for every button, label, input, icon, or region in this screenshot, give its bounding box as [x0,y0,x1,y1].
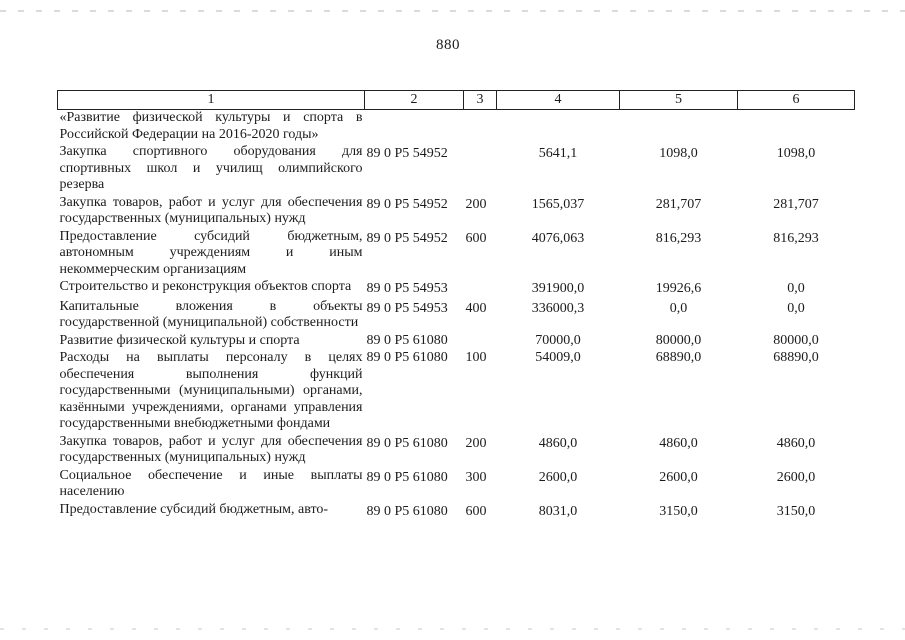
row-code: 89 0 P5 54952 [366,146,448,161]
table-row [58,350,855,434]
row-code: 89 0 P5 54953 [366,281,448,296]
row-value-col4: 5641,1 [538,146,578,161]
row-value-col4: 4860,0 [538,435,578,451]
table-row [58,434,855,468]
row-name: Предоставление субсидий бюджетным, автономным учреждениям и иным некоммерческим организациям [59,228,363,277]
row-value-col4: 8031,0 [538,503,578,519]
row-value-col5: 816,293 [655,230,702,246]
row-name: Закупка спортивного оборудования для спортивных школ и училищ олимпийского резерва [59,144,363,192]
row-value-col6: 281,707 [773,196,819,212]
row-name: Предоставление субсидий бюджетным, авто- [59,501,329,517]
column-header-3: 3 [464,91,497,110]
row-expense-type [464,144,497,195]
table-row [58,468,855,502]
table-row [58,195,855,229]
row-expense-type: 200 [465,435,487,451]
row-expense-type: 100 [465,350,487,365]
column-header-2: 2 [365,91,464,110]
row-value-col5: 0,0 [669,300,688,316]
row-expense-type: 300 [465,469,487,485]
row-value-col5: 19926,6 [655,281,702,296]
row-name: Расходы на выплаты персоналу в целях обеспечения выполнения функций государственными (муниципальными) органами, казёнными учреждениями, органами управления государственными внебюджетными фондами [59,350,363,431]
row-code: 89 0 P5 61080 [366,332,448,348]
row-value-col6: 80000,0 [773,332,819,348]
row-value-col5: 281,707 [655,196,702,212]
row-value-col6: 4860,0 [776,435,816,451]
row-code: 89 0 P5 61080 [366,350,448,365]
row-code: 89 0 P5 54953 [366,300,448,316]
row-value-col4: 70000,0 [535,332,581,348]
row-value-col5: 68890,0 [655,350,702,365]
budget-table [57,90,855,521]
row-value-col6: 1098,0 [776,146,816,161]
row-value-col6: 3150,0 [776,503,816,519]
column-header-4: 4 [497,91,620,110]
row-value-col4: 391900,0 [531,281,585,296]
row-code: 89 0 P5 61080 [366,503,448,519]
row-name: Закупка товаров, работ и услуг для обеспечения государственных (муниципальных) нужд [59,433,363,465]
row-value-col6: 68890,0 [773,350,819,365]
row-expense-type [464,279,497,299]
row-name: Капитальные вложения в объекты государственной (муниципальной) собственности [59,298,363,330]
scan-bottom-edge [0,628,905,630]
scan-top-edge [0,10,905,12]
row-value-col6: 0,0 [787,300,805,316]
row-value-col5: 2600,0 [659,469,698,485]
row-value-col5: 1098,0 [659,146,698,161]
row-code [365,110,464,145]
row-expense-type [464,333,497,351]
table-header-row [58,91,855,110]
row-expense-type: 600 [465,503,487,519]
row-code: 89 0 P5 61080 [366,435,448,451]
row-value-col6: 2600,0 [776,469,816,485]
column-header-6: 6 [738,91,855,110]
row-name: «Развитие физической культуры и спорта в Российской Федерации на 2016-2020 годы» [59,110,363,142]
row-code: 89 0 P5 54952 [366,230,448,246]
table-row [58,144,855,195]
row-code: 89 0 P5 61080 [366,469,448,485]
table-row [58,299,855,333]
row-value-col5 [620,110,738,145]
row-value-col4 [497,110,620,145]
row-name: Закупка товаров, работ и услуг для обеспечения государственных (муниципальных) нужд [59,194,363,226]
table-row [58,110,855,145]
table-row [58,502,855,522]
row-value-col6 [738,110,855,145]
table-row [58,279,855,299]
row-name: Строительство и реконструкция объектов спорта [59,279,352,294]
column-header-1: 1 [58,91,365,110]
row-expense-type: 200 [465,196,487,212]
row-code: 89 0 P5 54952 [366,196,448,212]
row-value-col4: 2600,0 [538,469,578,485]
row-expense-type: 400 [465,300,487,316]
row-value-col6: 816,293 [773,230,819,246]
row-value-col4: 1565,037 [531,196,585,212]
row-name: Развитие физической культуры и спорта [59,332,300,348]
row-value-col4: 4076,063 [531,230,585,246]
row-expense-type [464,110,497,145]
row-value-col6: 0,0 [787,281,805,296]
row-value-col4: 336000,3 [531,300,585,316]
table-row [58,333,855,351]
row-value-col5: 3150,0 [659,503,698,519]
row-expense-type: 600 [465,230,487,246]
page-number: 880 [436,37,460,53]
column-header-5: 5 [620,91,738,110]
row-value-col5: 80000,0 [655,332,702,348]
table-row [58,229,855,280]
row-value-col4: 54009,0 [535,350,581,365]
row-value-col5: 4860,0 [659,435,698,451]
row-name: Социальное обеспечение и иные выплаты населению [59,467,363,499]
